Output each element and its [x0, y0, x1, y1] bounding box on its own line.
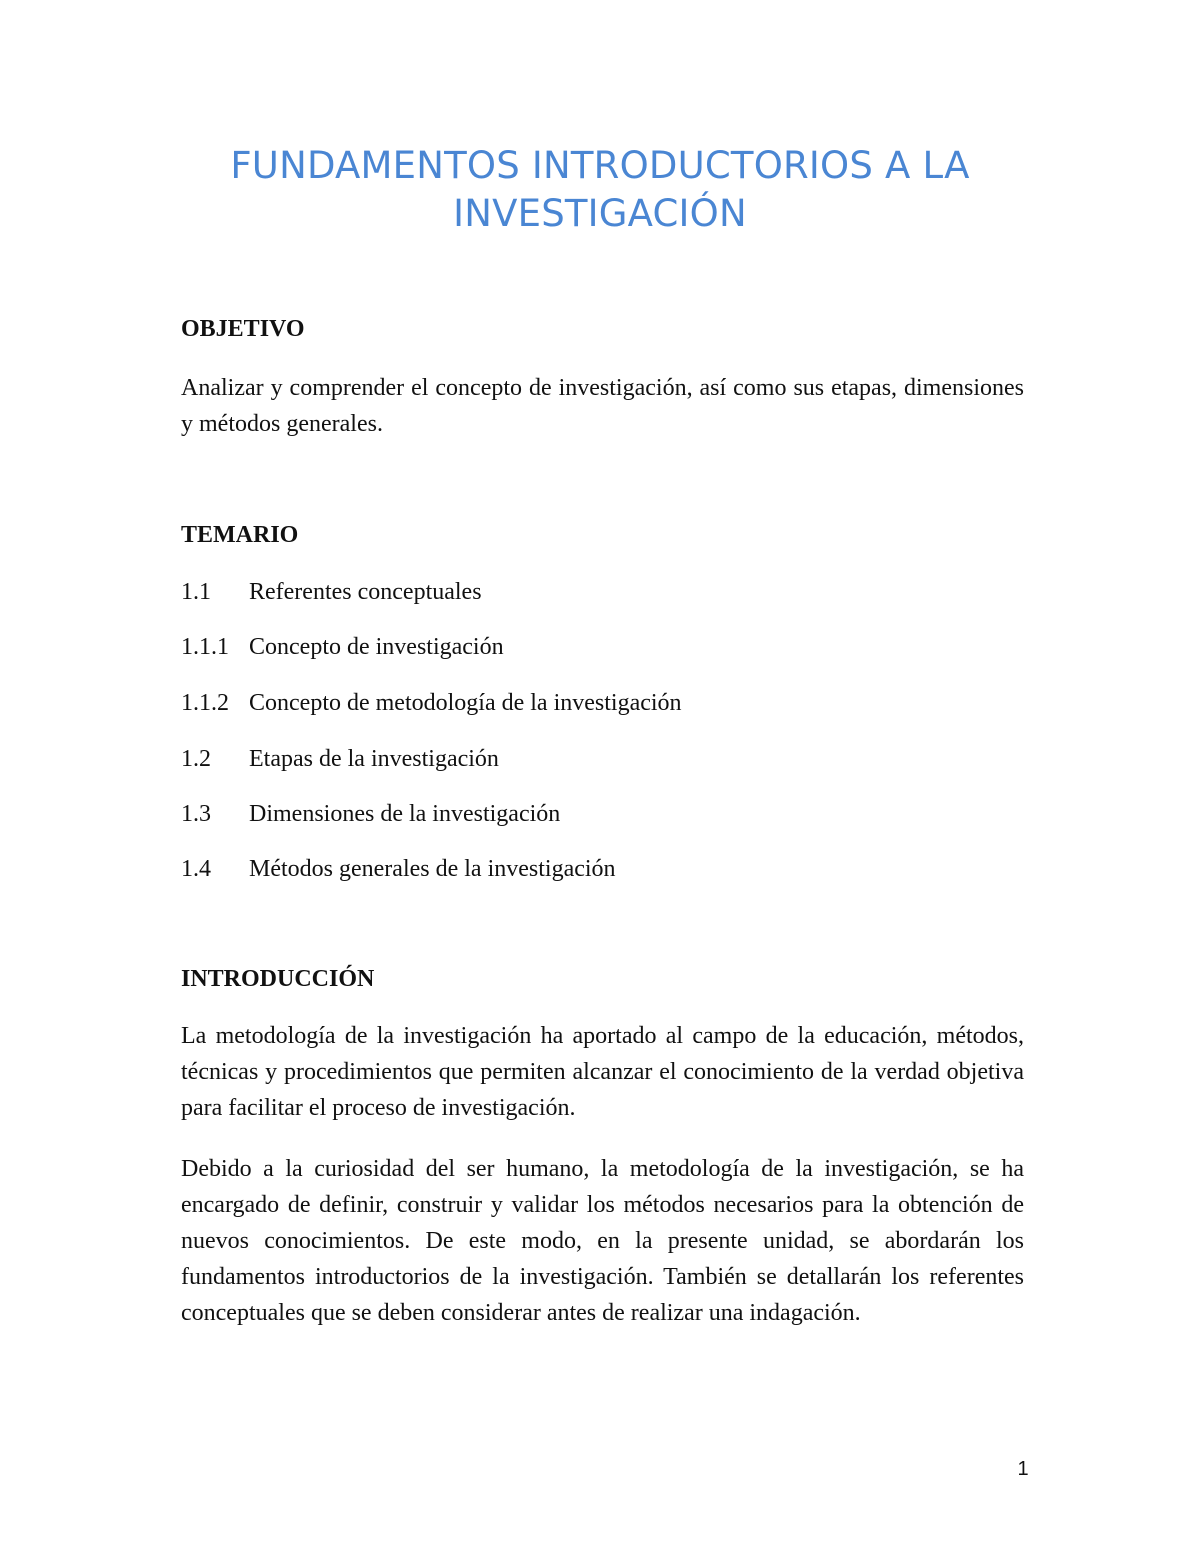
introduccion-paragraph-1: La metodología de la investigación ha aportado al campo de la educación, métodos, técnicas y procedimientos que permiten alcanzar el conocimiento de la verdad objetiva para facilitar el proceso de investigación.	[181, 1023, 1024, 1121]
toc-item-number: 1.3	[181, 801, 211, 827]
temario-heading: TEMARIO	[181, 522, 299, 548]
introduccion-heading: INTRODUCCIÓN	[181, 966, 375, 992]
toc-item-number: 1.4	[181, 856, 211, 882]
document-title	[140, 142, 1060, 238]
toc-item-label: Concepto de investigación	[249, 634, 504, 660]
toc-item-number: 1.2	[181, 746, 211, 772]
introduccion-paragraph-2: Debido a la curiosidad del ser humano, la metodología de la investigación, se ha encargado de definir, construir y validar los métodos necesarios para la obtención de nuevos conocimientos. De este modo, en la presente unidad, se abordarán los fundamentos introductorios de la investigación. También se detallarán los referentes conceptuales que se deben considerar antes de realizar una indagación.	[181, 1156, 1024, 1326]
toc-item	[181, 634, 504, 661]
toc-item-label: Referentes conceptuales	[249, 579, 482, 605]
document-title-line-2: INVESTIGACIÓN	[453, 192, 747, 235]
page-number: 1	[1017, 1458, 1029, 1480]
objetivo-text: Analizar y comprender el concepto de investigación, así como sus etapas, dimensiones y métodos generales.	[181, 375, 1024, 437]
toc-item-label: Etapas de la investigación	[249, 746, 499, 772]
toc-item	[181, 801, 560, 828]
toc-item	[181, 746, 499, 773]
toc-item	[181, 579, 482, 606]
toc-item-number: 1.1	[181, 579, 211, 605]
toc-item-label: Dimensiones de la investigación	[249, 801, 561, 827]
toc-item-label: Concepto de metodología de la investigación	[249, 690, 682, 716]
toc-item	[181, 856, 616, 883]
toc-item-number: 1.1.2	[181, 690, 229, 716]
toc-item-number: 1.1.1	[181, 634, 229, 660]
document-title-line-1: FUNDAMENTOS INTRODUCTORIOS A LA	[230, 144, 970, 187]
toc-item	[181, 690, 682, 717]
objetivo-heading: OBJETIVO	[181, 316, 305, 342]
toc-item-label: Métodos generales de la investigación	[249, 856, 616, 882]
